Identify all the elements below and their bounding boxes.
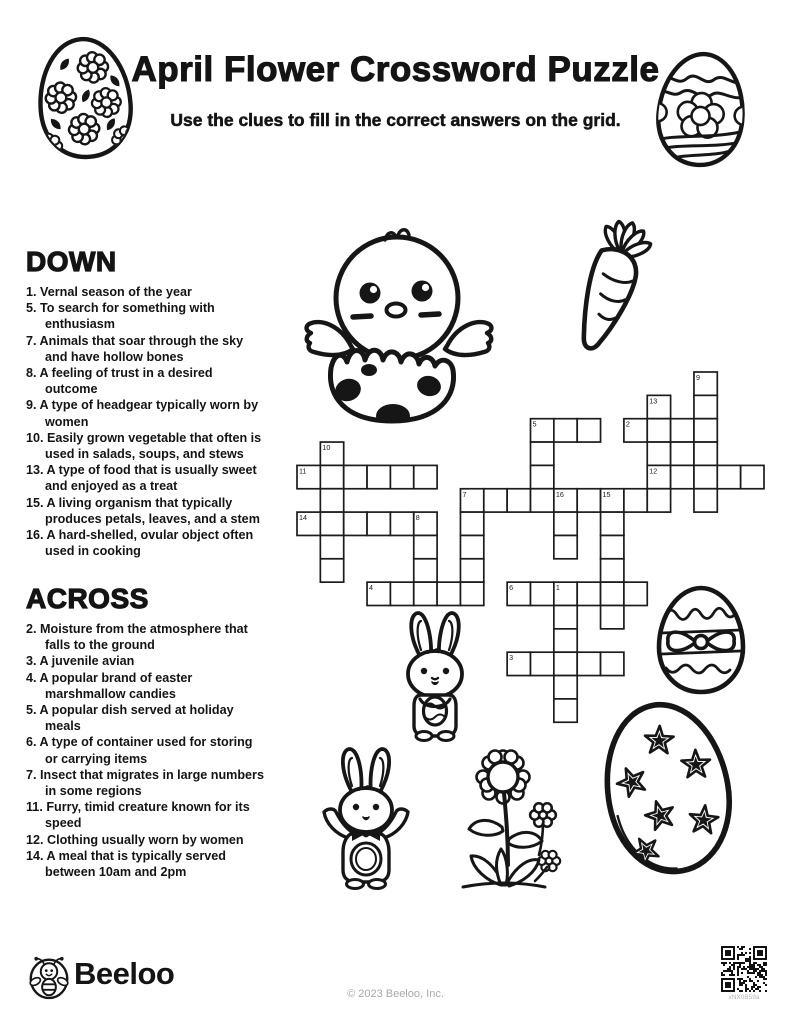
clue-text: Clothing usually worn by women — [47, 832, 244, 847]
qr-code-label: xNX0B59a — [728, 994, 760, 1001]
grid-cell[interactable] — [460, 559, 483, 582]
grid-cell[interactable] — [601, 512, 624, 535]
grid-cell[interactable] — [694, 465, 717, 488]
grid-cell[interactable] — [624, 582, 647, 605]
grid-cell[interactable] — [601, 535, 624, 558]
grid-cell[interactable] — [320, 535, 343, 558]
grid-cell[interactable] — [320, 559, 343, 582]
clue-item — [26, 832, 268, 848]
clue-item — [26, 767, 268, 799]
clue-item — [26, 365, 268, 397]
grid-cell-number: 15 — [602, 489, 611, 499]
clue-text: To search for something with enthusiasm — [40, 301, 215, 332]
clue-text: A type of container used for storing or carrying items — [39, 735, 253, 766]
clue-item — [26, 799, 268, 831]
clue-number: 1. — [26, 285, 41, 299]
grid-cell[interactable] — [531, 442, 554, 465]
grid-cell[interactable] — [577, 419, 600, 442]
grid-cell-number: 12 — [649, 466, 658, 476]
egg-with-bow-icon — [652, 584, 750, 696]
grid-cell[interactable] — [320, 512, 343, 535]
bunny-open-arms-icon — [318, 746, 415, 890]
grid-cell-number: 9 — [695, 373, 700, 382]
across-heading: ACROSS — [26, 583, 149, 614]
clue-number: 14. — [26, 848, 47, 863]
clue-item — [26, 284, 268, 300]
grid-cell[interactable] — [554, 419, 577, 442]
grid-cell[interactable] — [554, 606, 577, 629]
clue-item — [26, 653, 268, 669]
sunflower-plant-icon — [443, 743, 565, 893]
clue-text: Moisture from the atmosphere that falls to the ground — [40, 622, 248, 653]
clue-number: 7. — [26, 767, 41, 782]
clue-number: 15. — [26, 495, 47, 510]
grid-cell[interactable] — [554, 512, 577, 535]
grid-cell-number: 14 — [299, 513, 307, 523]
across-clue-list — [26, 621, 268, 880]
grid-cell[interactable] — [671, 442, 694, 465]
grid-cell-number: 8 — [415, 513, 420, 523]
brand-wordmark: Beeloo — [74, 956, 175, 991]
grid-cell[interactable] — [601, 652, 624, 675]
grid-cell[interactable] — [344, 465, 367, 488]
grid-cell-number: 10 — [322, 443, 331, 453]
grid-cell-number: 6 — [509, 583, 514, 593]
clue-text: A popular dish served at holiday meals — [39, 703, 234, 734]
page-title: April Flower Crossword Puzzle — [131, 50, 660, 89]
across-clues-section — [26, 583, 268, 880]
clue-text: Vernal season of the year — [40, 285, 192, 299]
grid-cell[interactable] — [694, 395, 717, 418]
clue-number: 8. — [26, 366, 40, 381]
clue-number: 12. — [26, 832, 48, 847]
clue-item — [26, 702, 268, 734]
grid-cell[interactable] — [554, 535, 577, 558]
copyright-text: © 2023 Beeloo, Inc. — [347, 988, 444, 1000]
grid-cell[interactable] — [320, 465, 343, 488]
clue-number: 2. — [26, 622, 41, 636]
grid-cell-number: 7 — [462, 489, 467, 499]
clue-text: Easily grown vegetable that often is used in salads, soups, and stews — [45, 430, 262, 462]
grid-cell[interactable] — [367, 465, 390, 488]
clue-item — [26, 670, 268, 702]
grid-cell[interactable] — [741, 465, 764, 488]
clue-item — [26, 848, 268, 880]
grid-cell[interactable] — [647, 442, 670, 465]
clue-text: A juvenile avian — [39, 654, 135, 669]
qr-code — [721, 946, 767, 992]
clue-number: 5. — [26, 301, 41, 316]
grid-cell-number: 16 — [555, 489, 564, 499]
grid-cell[interactable] — [460, 535, 483, 558]
clue-number: 6. — [26, 735, 40, 750]
grid-cell-number: 2 — [625, 419, 630, 429]
clue-text: A type of headgear typically worn by women — [39, 398, 259, 429]
grid-cell-number: 5 — [532, 419, 537, 429]
clue-text: A feeling of trust in a desired outcome — [39, 366, 213, 397]
clue-number: 11. — [26, 800, 47, 815]
down-clues-section — [26, 246, 268, 559]
down-heading: DOWN — [26, 246, 117, 277]
clue-number: 7. — [26, 333, 40, 348]
grid-cell[interactable] — [390, 582, 413, 605]
clue-text: A popular brand of easter marshmallow candies — [39, 670, 193, 701]
grid-cell[interactable] — [414, 559, 437, 582]
grid-cell[interactable] — [694, 489, 717, 512]
grid-cell[interactable] — [554, 699, 577, 722]
grid-cell[interactable] — [554, 652, 577, 675]
page-subtitle: Use the clues to fill in the correct answers on the grid. — [170, 110, 621, 130]
grid-cell[interactable] — [460, 582, 483, 605]
grid-cell[interactable] — [624, 489, 647, 512]
star-egg-icon — [594, 696, 742, 886]
clue-text: A hard-shelled, ovular object often used in cooking — [45, 528, 254, 559]
grid-cell[interactable] — [601, 606, 624, 629]
grid-cell-number: 11 — [299, 466, 307, 476]
grid-cell[interactable] — [531, 465, 554, 488]
grid-cell[interactable] — [554, 676, 577, 699]
grid-cell[interactable] — [671, 465, 694, 488]
grid-cell[interactable] — [554, 629, 577, 652]
grid-cell[interactable] — [414, 535, 437, 558]
grid-cell[interactable] — [531, 582, 554, 605]
grid-cell[interactable] — [601, 582, 624, 605]
clue-item — [26, 495, 268, 527]
grid-cell[interactable] — [694, 419, 717, 442]
clue-item — [26, 300, 268, 332]
clue-number: 16. — [26, 528, 47, 543]
grid-cell[interactable] — [390, 512, 413, 535]
bunny-holding-egg-icon — [390, 608, 480, 742]
grid-cell[interactable] — [414, 582, 437, 605]
clue-text: A living organism that typically produces petals, leaves, and a stem — [45, 495, 260, 526]
clue-text: Animals that soar through the sky and have hollow bones — [39, 333, 244, 364]
patterned-egg-icon — [650, 50, 752, 170]
grid-cell[interactable] — [647, 489, 670, 512]
grid-cell-number: 1 — [555, 583, 560, 593]
grid-cell-number: 3 — [509, 653, 514, 663]
grid-cell[interactable] — [367, 512, 390, 535]
clue-text: Furry, timid creature known for its speed — [45, 800, 250, 831]
grid-cell[interactable] — [647, 419, 670, 442]
clue-number: 13. — [26, 463, 47, 478]
grid-cell[interactable] — [601, 559, 624, 582]
clue-number: 4. — [26, 670, 40, 685]
grid-cell[interactable] — [671, 419, 694, 442]
grid-cell[interactable] — [577, 489, 600, 512]
grid-cell[interactable] — [717, 465, 740, 488]
grid-cell[interactable] — [437, 582, 460, 605]
grid-cell[interactable] — [344, 512, 367, 535]
clue-item — [26, 621, 268, 653]
clue-number: 10. — [26, 430, 48, 445]
grid-cell[interactable] — [414, 465, 437, 488]
grid-cell[interactable] — [531, 489, 554, 512]
grid-cell[interactable] — [484, 489, 507, 512]
clue-item — [26, 734, 268, 766]
grid-cell[interactable] — [460, 512, 483, 535]
grid-cell[interactable] — [390, 465, 413, 488]
grid-cell[interactable] — [320, 489, 343, 512]
grid-cell[interactable] — [694, 442, 717, 465]
grid-cell[interactable] — [531, 652, 554, 675]
clue-item — [26, 397, 268, 429]
grid-cell[interactable] — [577, 582, 600, 605]
clue-number: 5. — [26, 703, 40, 718]
grid-cell[interactable] — [577, 652, 600, 675]
clue-text: Insect that migrates in large numbers in some regions — [40, 767, 264, 799]
grid-cell-number: 4 — [369, 583, 374, 593]
clue-text: A meal that is typically served between 10am and 2pm — [45, 848, 226, 880]
flower-egg-icon — [30, 34, 140, 162]
grid-cell[interactable] — [507, 489, 530, 512]
clue-item — [26, 430, 268, 462]
clue-item — [26, 333, 268, 365]
clue-item — [26, 527, 268, 559]
clue-text: A type of food that is usually sweet and enjoyed as a treat — [45, 463, 257, 494]
clue-number: 9. — [26, 398, 40, 413]
clue-item — [26, 462, 268, 494]
down-clue-list — [26, 284, 268, 559]
grid-cell-number: 13 — [649, 396, 658, 406]
clue-number: 3. — [26, 654, 40, 669]
carrot-icon — [553, 216, 665, 364]
